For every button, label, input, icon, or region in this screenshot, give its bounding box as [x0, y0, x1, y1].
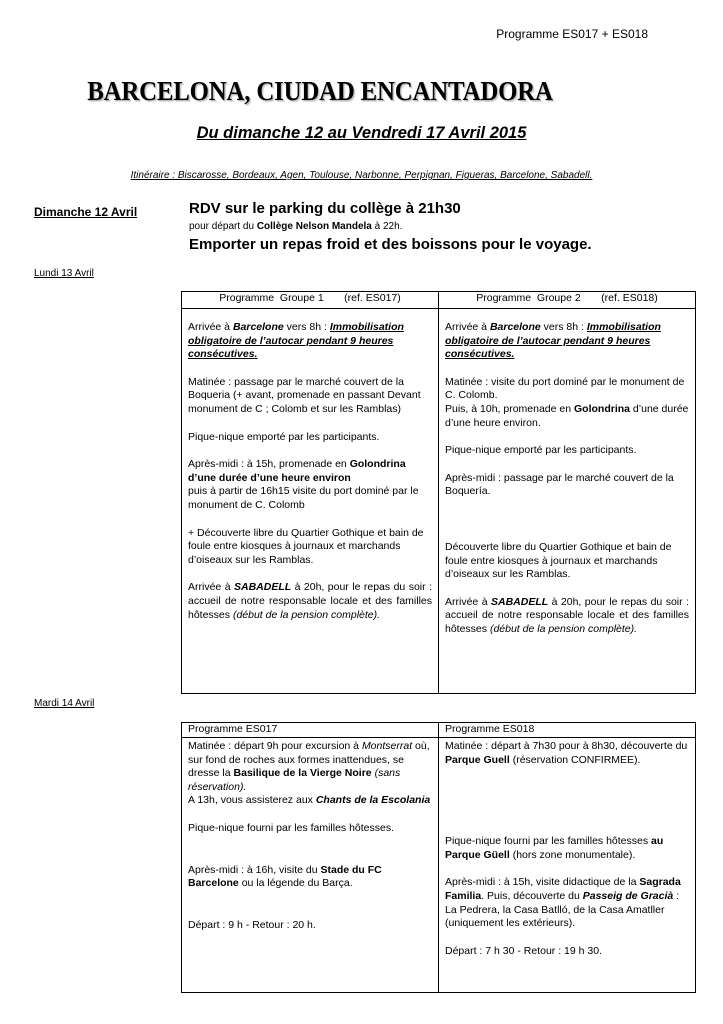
day-label-tuesday: Mardi 14 Avril: [34, 698, 95, 709]
g1-arrival: Arrivée à Barcelone vers 8h : Immobilisation obligatoire de l’autocar pendant 9 heures consécutives.: [188, 321, 404, 361]
g2-picnic: Pique-nique emporté par les participants.: [445, 444, 637, 457]
g1-picnic: Pique-nique emporté par les participants.: [188, 430, 380, 443]
depart-suffix: à 22h.: [371, 221, 403, 232]
rdv-heading: RDV sur le parking du collège à 21h30: [189, 200, 461, 217]
es018-picnic: Pique-nique fourni par les familles hôtesses au Parque Güell (hors zone monumentale).: [445, 835, 664, 861]
g2-arrival: Arrivée à Barcelone vers 8h : Immobilisation obligatoire de l’autocar pendant 9 heures consécutives.: [445, 321, 661, 361]
g2-sabadell: Arrivée à SABADELL à 20h, pour le repas du soir : accueil de notre responsable locale et des familles hôtesses (début de la pension complète).: [445, 595, 689, 635]
g2-afternoon: Après-midi : passage par le marché couvert de la Boquería.: [445, 471, 674, 498]
es017-morning: Matinée : départ 9h pour excursion à Montserrat où, sur fond de roches aux formes inattendues, se dresse la Basilique de la Vierge Noire (sans réservation). A 13h, vous assisterez aux Chants de la Escolania: [188, 740, 431, 807]
departure-line: [189, 221, 402, 232]
g1-sabadell: Arrivée à SABADELL à 20h, pour le repas du soir : accueil de notre responsable locale et des familles hôtesses (début de la pension complète).: [188, 581, 432, 621]
g1-afternoon: Après-midi : à 15h, promenade en Golondrina d’une durée d’une heure environ puis à partir de 16h15 visite du port dominé par le monument de C. Colomb: [188, 458, 419, 511]
depart-place: Collège Nelson Mandela: [256, 221, 372, 232]
es017-header: Programme ES017: [182, 723, 439, 738]
depart-prefix: pour départ du: [189, 221, 257, 232]
group2-program: [439, 309, 696, 694]
tuesday-program-table: [181, 722, 696, 993]
itinerary: Itinéraire : Biscarosse, Bordeaux, Agen, Toulouse, Narbonne, Perpignan, Figueras, Barcelone, Sabadell.: [130, 170, 593, 181]
es017-schedule: Départ : 9 h - Retour : 20 h.: [188, 918, 316, 931]
g1-discovery: + Découverte libre du Quartier Gothique et bain de foule entre kiosques à journaux et marchands d’oiseaux sur les Ramblas.: [188, 526, 424, 566]
g2-discovery: Découverte libre du Quartier Gothique et bain de foule entre kiosques à journaux et marchands d’oiseaux sur les Ramblas.: [445, 540, 672, 581]
g1-morning: Matinée : passage par le marché couvert de la Boqueria (+ avant, promenade en passant Devant monument de C ; Colomb et sur les Ramblas): [188, 375, 421, 415]
es018-morning: Matinée : départ à 7h30 pour à 8h30, découverte du Parque Guell (réservation CONFIRMEE).: [445, 740, 688, 766]
day-label-monday: Lundi 13 Avril: [34, 268, 94, 279]
es018-schedule: Départ : 7 h 30 - Retour : 19 h 30.: [445, 944, 603, 957]
trip-dates: Du dimanche 12 au Vendredi 17 Avril 2015: [196, 124, 527, 142]
group2-header: Programme Groupe 2 (ref. ES018): [439, 292, 696, 309]
es018-header: Programme ES018: [439, 723, 696, 738]
document-title: BARCELONA, CIUDAD ENCANTADORA: [87, 76, 553, 106]
monday-program-table: [181, 291, 696, 694]
es017-afternoon: Après-midi : à 16h, visite du Stade du FC Barcelone ou la légende du Barça.: [188, 863, 382, 890]
es017-program: [182, 738, 439, 993]
es018-afternoon: Après-midi : à 15h, visite didactique de la Sagrada Familia. Puis, découverte du Passeig de Gracià : La Pedrera, la Casa Batlló, de la Casa Amatller (uniquement les extérieurs).: [445, 876, 681, 930]
group1-program: [182, 309, 439, 694]
day-label-sunday: Dimanche 12 Avril: [34, 205, 138, 219]
meal-instruction: Emporter un repas froid et des boissons pour le voyage.: [189, 236, 592, 253]
g2-morning: Matinée : visite du port dominé par le monument de C. Colomb. Puis, à 10h, promenade en Golondrina d’une durée d’une heure environ.: [445, 375, 689, 429]
es018-program: [439, 738, 696, 993]
es017-picnic: Pique-nique fourni par les familles hôtesses.: [188, 821, 395, 834]
group1-header: Programme Groupe 1 (ref. ES017): [182, 292, 439, 309]
program-reference: Programme ES017 + ES018: [496, 27, 648, 41]
